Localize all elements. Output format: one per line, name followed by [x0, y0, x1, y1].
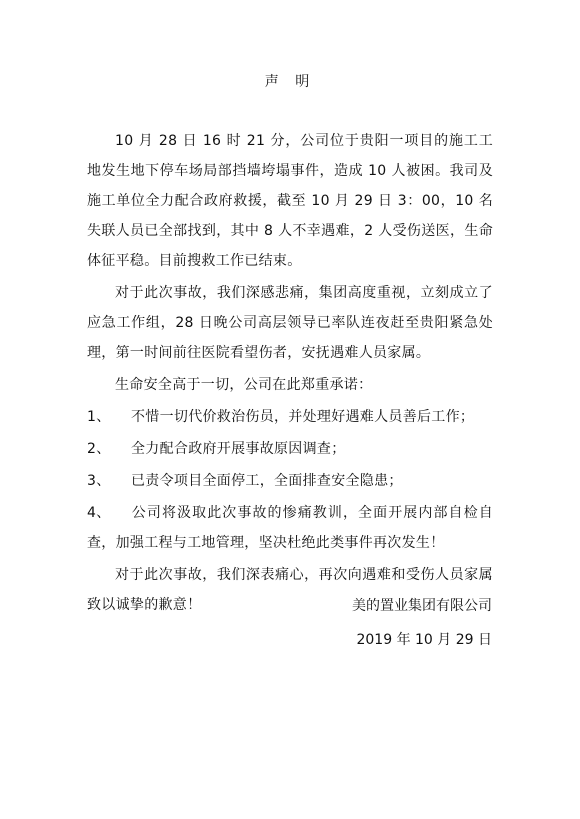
commitment-text: 已责令项目全面停工，全面排查安全隐患； [131, 473, 403, 489]
paragraph-commitment-intro: 生命安全高于一切，公司在此郑重承诺： [115, 377, 373, 393]
commitment-number: 1、 [87, 409, 111, 425]
commitment-text: 不惜一切代价救治伤员，并处理好遇难人员善后工作； [131, 409, 475, 425]
signature-date: 2019 年 10 月 29 日 [356, 632, 492, 648]
commitment-item-4 [87, 498, 493, 558]
commitment-text: 公司将汲取此次事故的惨痛教训，全面开展内部自检自查，加强工程与工地管理，坚决杜绝此类事件再次发生！ [87, 505, 493, 551]
commitment-number: 3、 [87, 473, 111, 489]
paragraph-apology: 对于此次事故，我们深表痛心，再次向遇难和受伤人员家属致以诚挚的歉意！ [87, 567, 493, 613]
commitment-item-2 [87, 434, 493, 464]
commitment-item-1 [87, 402, 493, 432]
commitment-item-3 [87, 466, 493, 496]
paragraph-incident: 10 月 28 日 16 时 21 分，公司位于贵阳一项目的施工工地发生地下停车场局部挡墙垮塌事件，造成 10 人被困。我司及施工单位全力配合政府救援，截至 10 月 29 日 3：00，10 名失联人员已全部找到，其中 8 人不幸遇难，2 人受伤送医，生命体征平稳。目前搜救工作已结束。 [87, 133, 493, 269]
commitment-number: 2、 [87, 441, 111, 457]
statement-title: 声 明 [264, 74, 316, 90]
signature-organization: 美的置业集团有限公司 [352, 598, 492, 614]
commitment-number: 4、 [87, 505, 111, 521]
paragraph-response: 对于此次事故，我们深感悲痛，集团高度重视，立刻成立了应急工作组，28 日晚公司高层领导已率队连夜赶至贵阳紧急处理，第一时间前往医院看望伤者，安抚遇难人员家属。 [87, 285, 493, 361]
commitment-text: 全力配合政府开展事故原因调查； [131, 441, 346, 457]
